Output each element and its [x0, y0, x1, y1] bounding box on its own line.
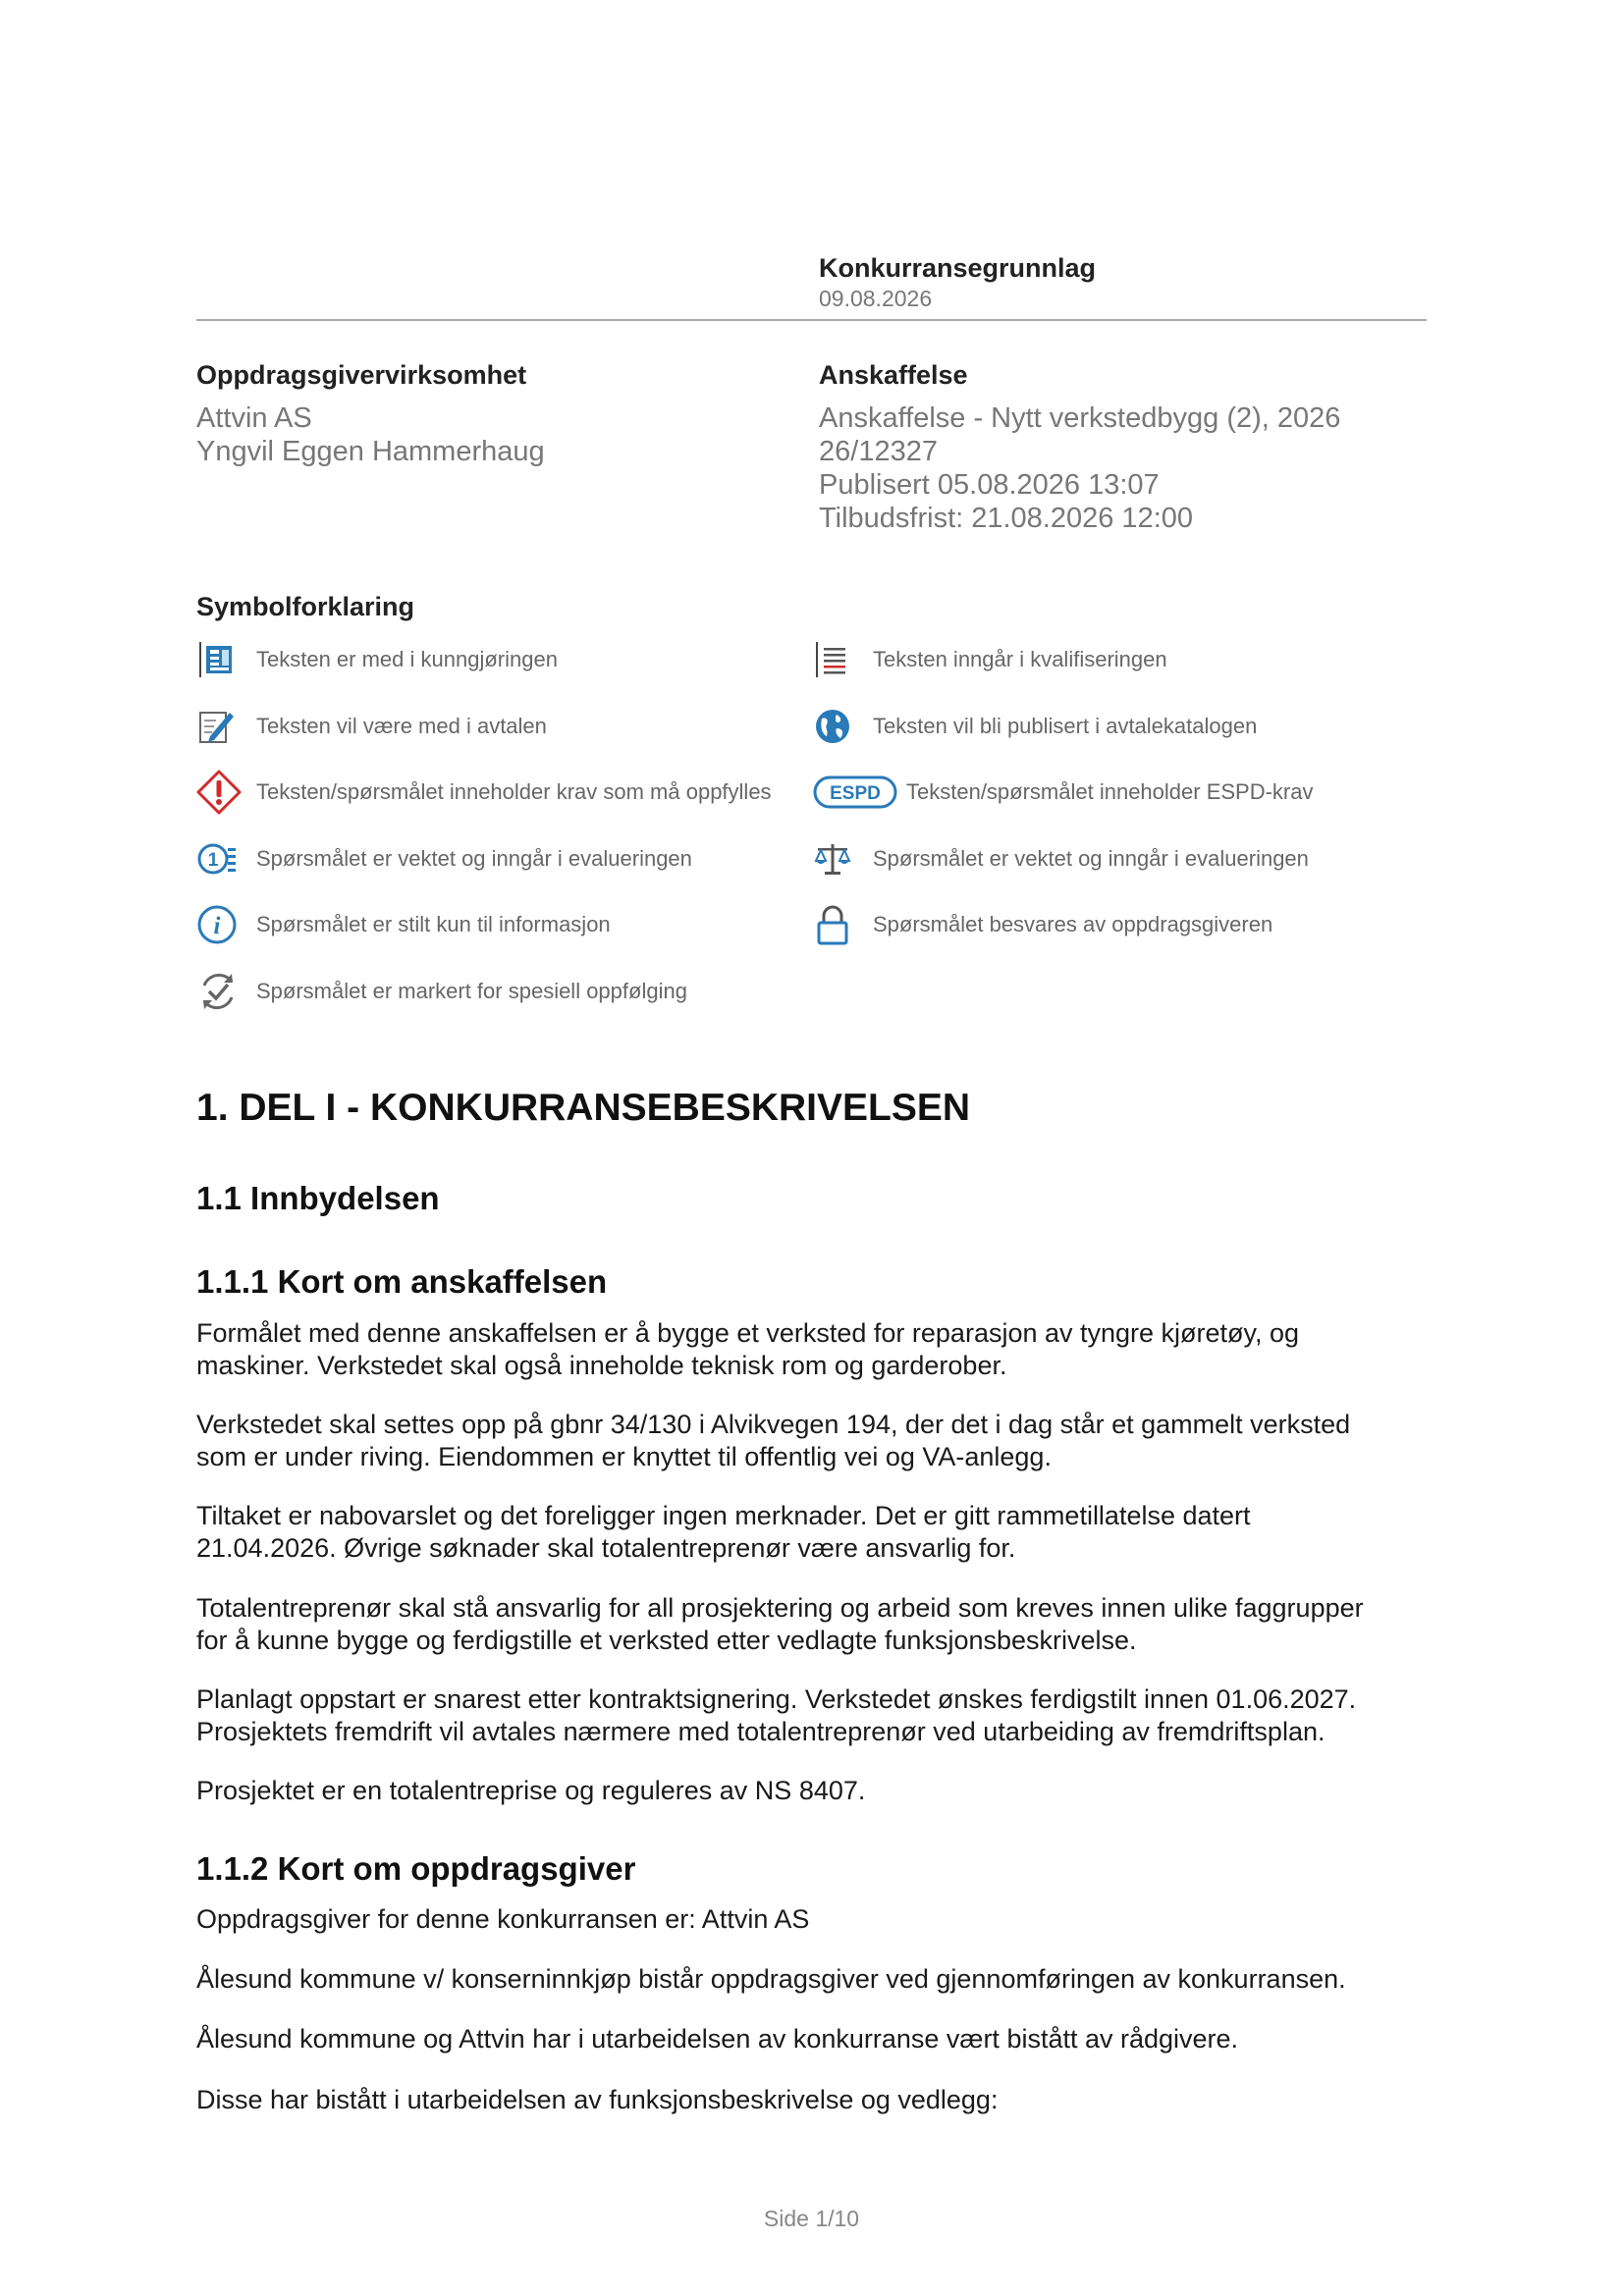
paragraph-line: Oppdragsgiver for denne konkurransen er: Attvin AS: [196, 1904, 810, 1934]
espd-badge-icon: [813, 770, 899, 815]
announcement-icon: [196, 637, 242, 682]
paragraph: [196, 2084, 1427, 2116]
header-divider: [196, 319, 1427, 321]
svg-text:i: i: [213, 913, 221, 939]
procurement-info: [819, 358, 1340, 535]
contract-edit-icon: [196, 704, 242, 749]
paragraph-line: Ålesund kommune og Attvin har i utarbeidelsen av konkurranse vært bistått av rådgivere.: [196, 2024, 1239, 2054]
legend-text: Spørsmålet besvares av oppdragsgiveren: [873, 912, 1273, 936]
section-heading-1-1-2: 1.1.2 Kort om oppdragsgiver: [196, 1850, 636, 1887]
legend-text: Spørsmålet er vektet og inngår i evalueringen: [873, 846, 1309, 871]
paragraph-line: Planlagt oppstart er snarest etter kontraktsignering. Verkstedet ønskes ferdigstilt innen 01.06.2027.: [196, 1684, 1357, 1714]
paragraph: [196, 1317, 1427, 1382]
client-name: Attvin AS: [196, 402, 312, 434]
svg-text:ESPD: ESPD: [830, 783, 881, 804]
legend-item-espd: [813, 773, 1314, 812]
procurement-published: Publisert 05.08.2026 13:07: [819, 469, 1160, 501]
legend-text: Spørsmålet er stilt kun til informasjon: [256, 912, 611, 936]
paragraph-line: Prosjektet er en totalentreprise og reguleres av NS 8407.: [196, 1776, 866, 1805]
paragraph-line: for å kunne bygge og ferdigstille et verksted etter vedlagte funksjonsbeskrivelse.: [196, 1626, 1137, 1655]
legend-item-weighted: [196, 839, 692, 879]
paragraph: [196, 1963, 1427, 1996]
paragraph-line: Totalentreprenør skal stå ansvarlig for all prosjektering og arbeid som kreves innen ulike faggrupper: [196, 1593, 1364, 1623]
legend-text: Spørsmålet er markert for spesiell oppfølging: [256, 979, 687, 1003]
legend-text: Teksten/spørsmålet inneholder krav som må oppfylles: [256, 779, 772, 804]
procurement-name: Anskaffelse - Nytt verkstedbygg (2), 2026: [819, 402, 1341, 434]
paragraph: [196, 1409, 1427, 1473]
info-icon: [196, 902, 242, 947]
document-title: Konkurransegrunnlag: [819, 253, 1097, 283]
legend-item-client-answers: [813, 905, 1272, 944]
legend-item-contract: [196, 707, 547, 746]
legend-title: Symbolforklaring: [196, 592, 415, 621]
legend-item-qualification: [813, 640, 1167, 679]
legend-text: Teksten er med i kunngjøringen: [256, 647, 558, 671]
document-page: [196, 0, 1427, 2296]
legend-text: Teksten inngår i kvalifiseringen: [873, 647, 1167, 671]
section-heading-1: 1. DEL I - KONKURRANSEBESKRIVELSEN: [196, 1087, 971, 1129]
legend-item-weighted-scales: [813, 839, 1309, 879]
document-header: [819, 251, 1096, 312]
legend-item-announcement: [196, 640, 558, 679]
paragraph: [196, 1903, 1427, 1936]
weighted-list-icon: [196, 836, 242, 881]
paragraph-line: Verkstedet skal settes opp på gbnr 34/130 i Alvikvegen 194, der det i dag står et gammelt verksted: [196, 1410, 1351, 1439]
globe-icon: [813, 704, 858, 749]
client-label: Oppdragsgivervirksomhet: [196, 360, 527, 390]
legend-text: Teksten vil bli publisert i avtalekatalogen: [873, 714, 1258, 738]
qualification-icon: [813, 637, 858, 682]
legend-text: Teksten vil være med i avtalen: [256, 714, 547, 738]
paragraph: [196, 1775, 1427, 1807]
paragraph-line: maskiner. Verkstedet skal også inneholde teknisk rom og garderober.: [196, 1351, 1007, 1380]
legend-item-catalog: [813, 707, 1257, 746]
followup-check-icon: [196, 969, 242, 1014]
paragraph-line: Disse har bistått i utarbeidelsen av funksjonsbeskrivelse og vedlegg:: [196, 2085, 999, 2114]
section-heading-1-1-1: 1.1.1 Kort om anskaffelsen: [196, 1263, 608, 1300]
paragraph-line: Tiltaket er nabovarslet og det foreligger ingen merknader. Det er gitt rammetillatelse datert: [196, 1501, 1251, 1530]
legend-text: Spørsmålet er vektet og inngår i evalueringen: [256, 846, 692, 871]
lock-icon: [813, 902, 858, 947]
paragraph-line: 21.04.2026. Øvrige søknader skal totalentreprenør være ansvarlig for.: [196, 1533, 1016, 1563]
procurement-reference: 26/12327: [819, 436, 938, 467]
paragraph-line: som er under riving. Eiendommen er knyttet til offentlig vei og VA-anlegg.: [196, 1442, 1052, 1471]
legend-text: Teksten/spørsmålet inneholder ESPD-krav: [906, 779, 1314, 804]
warning-icon: [196, 770, 242, 815]
client-contact: Yngvil Eggen Hammerhaug: [196, 436, 545, 467]
legend-item-info: [196, 905, 611, 944]
paragraph-line: Ålesund kommune v/ konserninnkjøp bistår oppdragsgiver ved gjennomføringen av konkurransen.: [196, 1964, 1346, 1994]
document-date: 09.08.2026: [819, 286, 933, 311]
paragraph-line: Prosjektets fremdrift vil avtales nærmere med totalentreprenør ved utarbeiding av fremdriftsplan.: [196, 1717, 1325, 1746]
scales-icon: [813, 836, 858, 881]
paragraph: [196, 1592, 1427, 1657]
procurement-label: Anskaffelse: [819, 360, 968, 390]
legend-item-requirement: [196, 773, 772, 812]
legend-item-followup: [196, 972, 687, 1011]
paragraph: [196, 1683, 1427, 1748]
procurement-deadline: Tilbudsfrist: 21.08.2026 12:00: [819, 503, 1194, 534]
client-info: [196, 358, 545, 468]
paragraph: [196, 1500, 1427, 1565]
page-number: Side 1/10: [763, 2206, 860, 2231]
section-heading-1-1: 1.1 Innbydelsen: [196, 1180, 440, 1216]
paragraph-line: Formålet med denne anskaffelsen er å bygge et verksted for reparasjon av tyngre kjøretøy, og: [196, 1318, 1300, 1348]
svg-text:1: 1: [207, 850, 219, 871]
paragraph: [196, 2023, 1427, 2056]
